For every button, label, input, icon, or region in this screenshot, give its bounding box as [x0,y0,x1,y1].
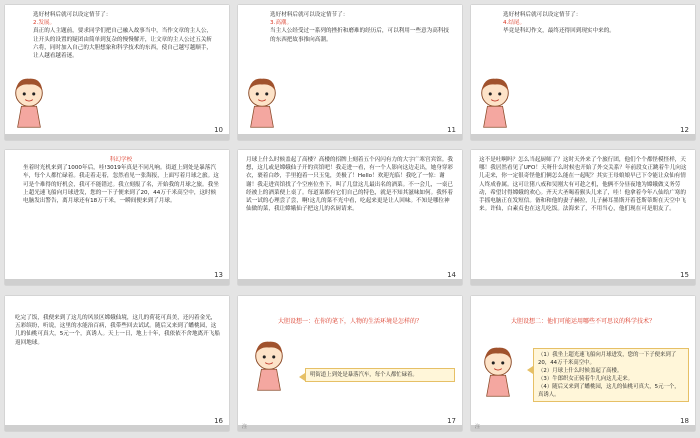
cartoon-girl-icon [479,344,517,399]
answer-box [533,348,689,402]
slide-heading: 2.发展。 [33,20,56,27]
slide-body: 吃完了饭，我便来到了这儿的风景区嫦娥仙境，这儿的荷花可真美，还闪着金光，五彩缤纷，听说，这里的水能治百病，我带些回去试试。随后又来到了蟠桃园，这儿的仙桃可真大，5元一个，真诱人。天上一日，地上十年，我依依不舍地离开飞船返回地球。 [15,315,220,346]
slide-footer-bar [238,425,462,431]
slide-thumbnail-17[interactable] [238,296,462,431]
slide-content [23,156,219,205]
slide-content [479,156,687,213]
cartoon-girl-icon [10,75,48,130]
slide-thumbnail-14[interactable] [238,150,462,285]
answer-box: 明街道上到处是暴落汽车，每个人都忙碌着。 [305,368,455,382]
slide-question: 大胆设想二：他们可能运用哪些不可思议的科学技术？ [510,318,655,325]
slide-thumbnail-12[interactable] [471,5,695,140]
slide-title: 科幻学校 [109,157,133,163]
slide-footer-bar [238,134,462,140]
slide-question: 大胆设想一：在你的笔下，人物的生活环境是怎样的？ [277,318,422,325]
slide-thumbnail-15[interactable] [471,150,695,285]
slide-note-marker: 注 [242,424,248,430]
slide-thumbnail-10[interactable] [5,5,229,140]
slide-content [270,11,454,44]
slide-content [33,11,217,60]
answer-line: （3）牛郎织女正骑着牛儿向这儿走来。 [538,376,634,382]
slide-footer-bar [5,134,229,140]
slide-body: 真正的人主题前，要求同学们把自己融入故事当中，当作文章的主人公，让开头的设置的疑团由简单到复杂的慢慢解开，让文章的主人公过五关斩六将，同时加入自己的大胆想象和科学技术的东西，使自己越写越顺手，让人越看越着迷。 [33,28,213,60]
slide-body: 坐着时光机来到了1000年后，哇!3019年真是不同凡响。街道上到处是暴落汽车，每个人都忙碌着。我走着走着，忽然看见一张海报，上面写着月球之旅。这可是个难得的好机会，我可不能错过。我立刻报了名，开始我的月球之旅。我坐上超光速飞船向月球进发，您的一下子便来到了20，44万千米高空中，这时候电脑发出警告，离月球还有18万千米，一瞬间便来到了月球。 [23,165,219,205]
slide-number: 18 [680,417,689,425]
cartoon-girl-icon [243,75,281,130]
slide-number: 12 [680,126,689,134]
slide-note-marker: 注 [475,424,481,430]
slide-thumbnail-16[interactable] [5,296,229,431]
slide-number: 11 [447,126,456,134]
slide-number: 15 [680,271,689,279]
slide-heading: 4.结尾。 [503,20,526,27]
slide-footer-bar [471,134,695,140]
slide-intro: 选好材料后就可以设定情节了： [33,12,112,18]
slide-thumbnail-11[interactable] [238,5,462,140]
slide-thumbnail-18[interactable] [471,296,695,431]
slide-number: 16 [214,417,223,425]
slide-footer-bar [471,425,695,431]
slide-content [503,11,687,36]
slide-number: 14 [447,271,456,279]
slide-footer-bar [5,279,229,285]
answer-line: （4）随后又来到了蟠桃园，这儿的仙桃可真大，5元一个，真诱人。 [538,384,680,398]
slide-footer-bar [238,279,462,285]
cartoon-girl-icon [476,75,514,130]
cartoon-girl-icon [250,338,288,393]
slide-footer-bar [5,425,229,431]
slide-body: 当主人公经受过一系列的挫折和磨难的经历后，可以利用一些意为高科技的东西把故事推向高潮。 [270,28,450,43]
slide-body: 毕竟是科幻作文，最终还得回到现实中来的。 [503,28,615,35]
slide-number: 13 [214,271,223,279]
slide-number: 17 [447,417,456,425]
answer-line: （2）月球上什么时候盖起了高楼。 [538,368,623,374]
slide-number: 10 [214,126,223,134]
answer-line: （1）我坐上超光速飞船向月球进发，您的一下子便来到了20，44万千米高空中。 [538,352,677,366]
slide-footer-bar [471,279,695,285]
slide-intro: 选好材料后就可以设定情节了： [270,12,349,18]
slide-body: 这不是吐啊吗？怎么当起厨师了？这时天外来了个旅行团，他们个个都怪模怪样，天哪！我居然看见了UFO！天呀什么时候也开始了外交关系？年前段女正跳着牛儿向这儿走来，你一定很奇怪他们俩怎么能在一起呢？其实王母娘娘早已下令能让众仙有情人终成眷属。这可让猪八戒和吴刚大有可趁之机，他俩不分昼夜地为嫦娥做义务劳动，希望讨得嫦娥的欢心。齐天大圣喝着猴头儿来了，哇！他拿着今年八仙给广寒的手摇电脑正在发短信。备和和他的妻子赫拉，儿子赫耳墨斯开着苍斯蒂斯在天空中飞来。许仙，白素贞也在这儿吃饭。法海来了，不用当心，他们现在可是朋友了。 [479,157,687,213]
slide-content [15,314,221,347]
slide-heading: 3.高潮。 [270,20,293,27]
slide-intro: 选好材料后就可以设定情节了： [503,12,582,18]
slide-content [246,156,454,213]
slide-body: 月球上什么时候盖起了高楼？高楼的招牌上刻着五个闪闪有力的大字广寒宫宾馆。我想，这儿或是嫦娥仙子开的宾馆吧！我走进一看，有一个人影向这边走出，她身穿彩衣，裹着白纱，手里抱着一只玉兔，美极了！Hello！欢迎光临！我吃了一惊：谢谢！我走进宾馆找了个空座位坐下，叫了几盘这儿最出名的酒菜。不一会儿，一桌已经被上的酒菜便上桌了。每道菜都有它们自己的特色，就是不知其滋味如何。我怀着试一试的心理尝了尝，啊!这儿的菜不光中看，吃起来更是让人回味。不知是哪位神仙做的菜，我让嫦娥仙子把这儿的名厨请来。 [246,157,453,213]
slide-thumbnail-13[interactable] [5,150,229,285]
